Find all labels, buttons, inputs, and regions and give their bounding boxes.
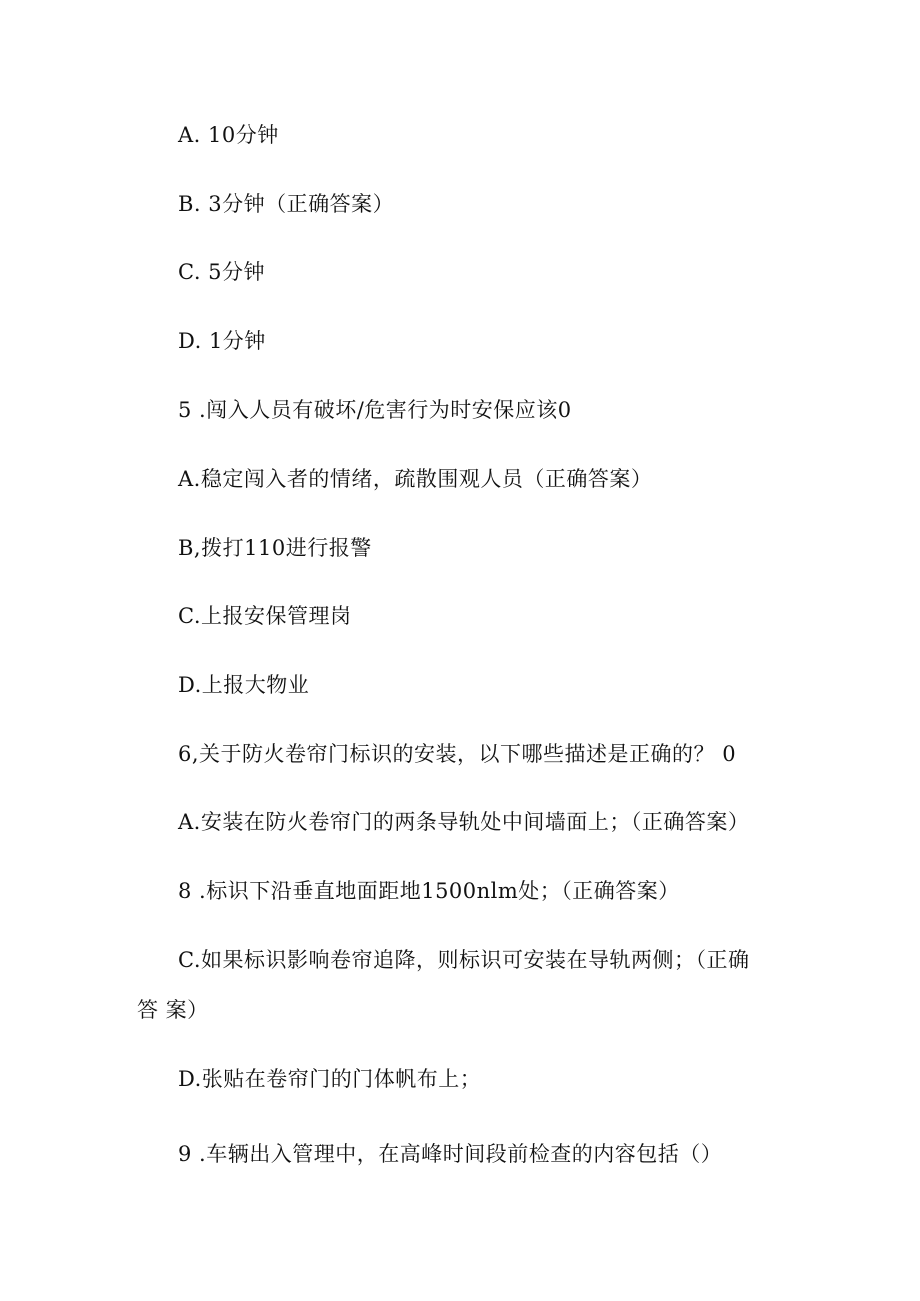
option-b-q4: B. 3分钟（正确答案） — [178, 192, 395, 216]
question-9: 9 .车辆出入管理中，在高峰时间段前检查的内容包括（） — [178, 1142, 723, 1166]
question-6: 6,关于防火卷帘门标识的安装，以下哪些描述是正确的？ 0 — [178, 742, 737, 766]
option-c-q6: C.如果标识影响卷帘追降，则标识可安装在导轨两侧；（正确 — [178, 948, 750, 972]
option-d-q4: D. 1分钟 — [178, 329, 266, 353]
option-c-q6-continuation: 答 案） — [137, 998, 209, 1022]
option-b-q5: B,拨打110进行报警 — [178, 536, 372, 560]
option-a-q5: A.稳定闯入者的情绪，疏散围观人员（正确答案） — [178, 467, 653, 491]
option-c-q5: C.上报安保管理岗 — [178, 604, 352, 628]
option-b-q6: 8 .标识下沿垂直地面距地1500nlm处；（正确答案） — [178, 879, 680, 903]
option-c-q4: C. 5分钟 — [178, 260, 266, 284]
option-d-q5: D.上报大物业 — [178, 673, 310, 697]
option-a-q6: A.安装在防火卷帘门的两条导轨处中间墙面上；（正确答案） — [178, 810, 750, 834]
option-d-q6: D.张贴在卷帘门的门体帆布上； — [178, 1067, 482, 1091]
option-a-q4: A. 10分钟 — [178, 123, 279, 147]
question-5: 5 .闯入人员有破坏/危害行为时安保应该0 — [178, 398, 572, 422]
